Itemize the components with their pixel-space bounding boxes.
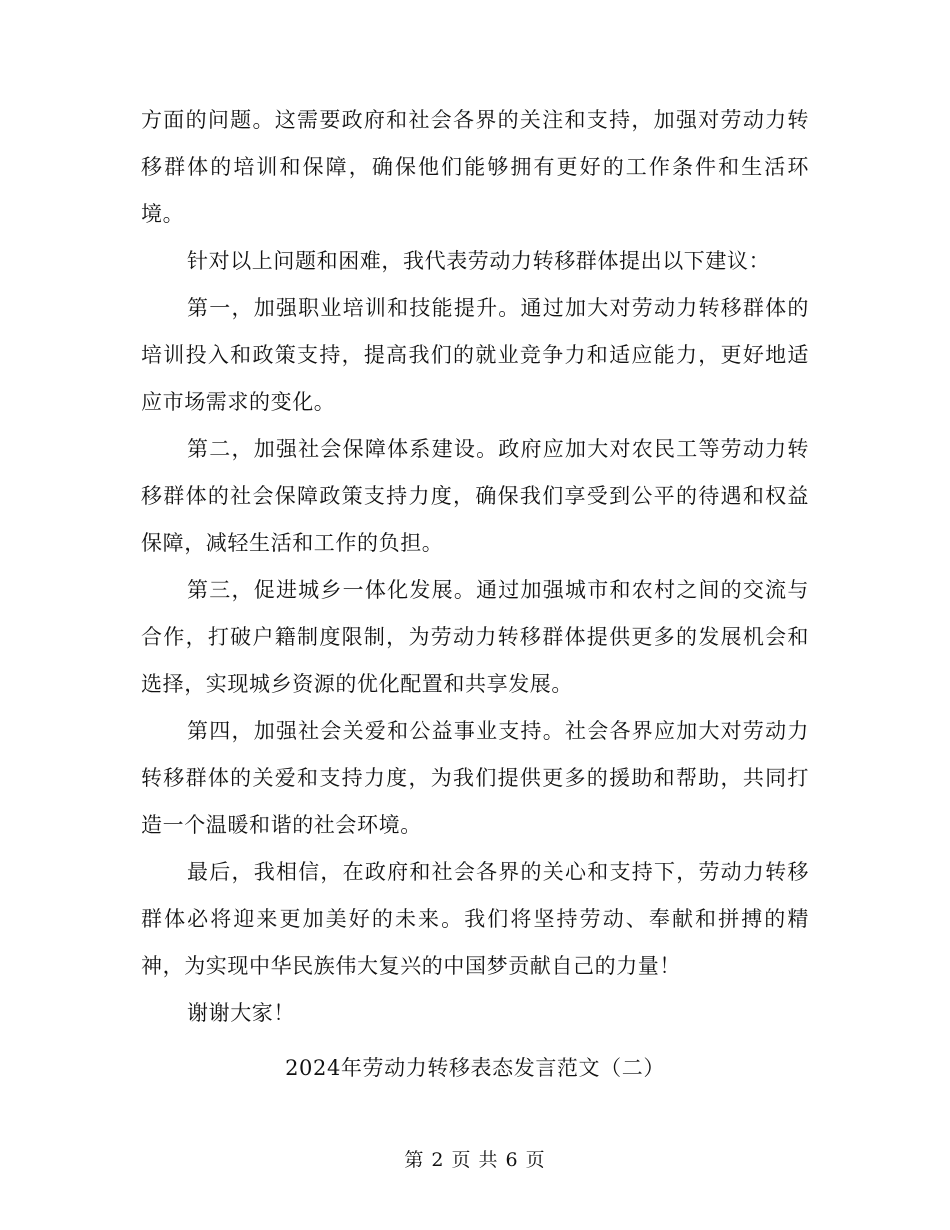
paragraph-intro-suggestions: 针对以上问题和困难，我代表劳动力转移群体提出以下建议： bbox=[187, 249, 771, 273]
paragraph-suggestion-1: 第一，加强职业培训和技能提升。通过加大对劳动力转移群体的培训投入和政策支持，提高我们的就业竞争力和适应能力，更好地适应市场需求的变化。 bbox=[141, 296, 809, 414]
paragraph-conclusion: 最后，我相信，在政府和社会各界的关心和支持下，劳动力转移群体必将迎来更加美好的未来。我们将坚持劳动、奉献和拼搏的精神，为实现中华民族伟大复兴的中国梦贡献自己的力量！ bbox=[141, 860, 809, 978]
page-number-footer: 第 2 页 共 6 页 bbox=[404, 1149, 546, 1171]
paragraph-suggestion-2: 第二，加强社会保障体系建设。政府应加大对农民工等劳动力转移群体的社会保障政策支持力度，确保我们享受到公平的待遇和权益保障，减轻生活和工作的负担。 bbox=[141, 437, 809, 555]
paragraph-suggestion-4: 第四，加强社会关爱和公益事业支持。社会各界应加大对劳动力转移群体的关爱和支持力度，为我们提供更多的援助和帮助，共同打造一个温暖和谐的社会环境。 bbox=[141, 719, 809, 837]
document-body bbox=[141, 97, 809, 1037]
paragraph-suggestion-3: 第三，促进城乡一体化发展。通过加强城市和农村之间的交流与合作，打破户籍制度限制，为劳动力转移群体提供更多的发展机会和选择，实现城乡资源的优化配置和共享发展。 bbox=[141, 578, 809, 696]
paragraph-thanks: 谢谢大家！ bbox=[187, 1001, 295, 1025]
section-title: 2024年劳动力转移表态发言范文（二） bbox=[285, 1056, 665, 1080]
paragraph-continuation: 方面的问题。这需要政府和社会各界的关注和支持，加强对劳动力转移群体的培训和保障，确保他们能够拥有更好的工作条件和生活环境。 bbox=[141, 108, 809, 226]
